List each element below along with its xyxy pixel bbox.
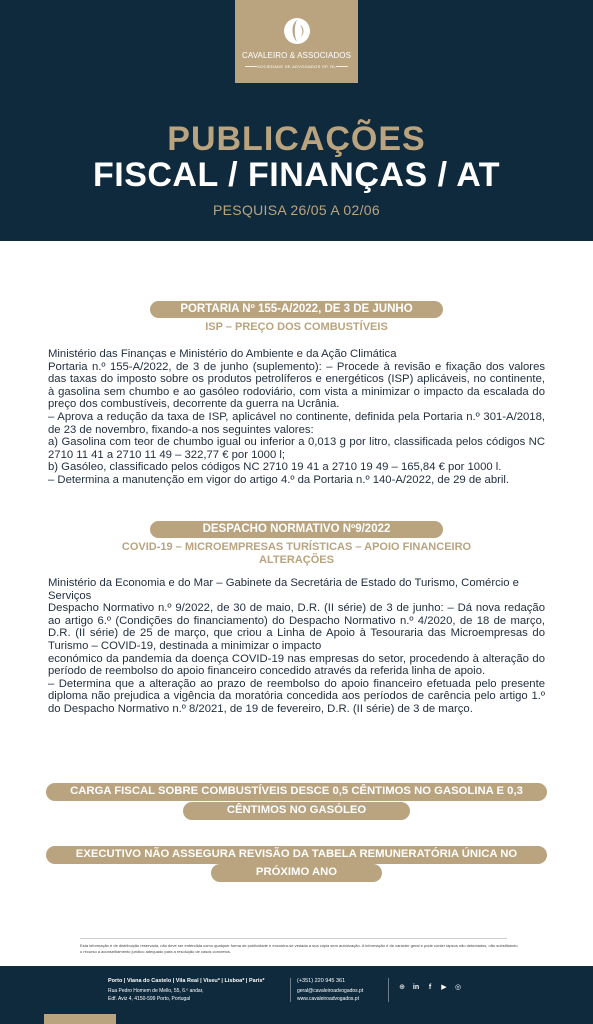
youtube-icon[interactable]: ▶ xyxy=(441,984,447,991)
paragraph: Portaria n.º 155-A/2022, de 3 de junho (suplemento): – Procede à revisão e fixação dos valores das taxas do imposto sobre os produtos petrolíferos e energéticos (ISP) aplicáveis, no continente, à gasolina sem chumbo e ao gasóleo rodoviário, com vista a minimizar o impacto da escalada do preço dos combustíveis, decorrente da guerra na Ucrânia. xyxy=(48,360,545,411)
linkedin-icon[interactable]: in xyxy=(412,984,420,991)
section-body xyxy=(48,577,545,716)
headline-link[interactable]: EXECUTIVO NÃO ASSEGURA REVISÃO DA TABELA REMUNERATÓRIA ÚNICA NO xyxy=(46,846,547,864)
logo[interactable] xyxy=(235,0,358,83)
footer-accent-bar xyxy=(44,1014,116,1024)
phone-number[interactable]: (+351) 220 945 361 xyxy=(297,978,346,984)
header-banner xyxy=(0,0,593,241)
paragraph: – Determina que a alteração ao prazo de reembolso do apoio financeiro efetuada pelo presente diploma não prejudica a vigência da moratória concedida aos períodos de carência pelo artigo 1.º do Despacho Normativo n.º 8/2021, de 19 de fevereiro, D.R. (II série) de 3 de março. xyxy=(48,677,545,715)
paragraph: – Aprova a redução da taxa de ISP, aplicável no continente, definida pela Portaria n.º 301-A/2018, de 23 de novembro, fixando-a nos seguintes valores: xyxy=(48,410,545,436)
divider xyxy=(80,938,507,939)
disclaimer: Esta informação é de distribuição reservada, não deve ser entendida como qualquer forma de publicidade e encontra-se vedada a sua cópia sem autorização. A informação é de carácter geral e pode conter lapsos não detectados, não substituindo o recurso a aconselhamento jurídico adequado para a resolução de casos concretos. xyxy=(80,943,518,954)
instagram-icon[interactable]: ◎ xyxy=(454,984,462,991)
paragraph: Ministério da Economia e do Mar – Gabinete da Secretária de Estado do Turismo, Comércio e Serviços xyxy=(48,577,519,602)
divider xyxy=(290,978,291,1002)
logo-name: CAVALEIRO & ASSOCIADOS xyxy=(241,51,352,60)
headline-link[interactable]: CARGA FISCAL SOBRE COMBUSTÍVEIS DESCE 0,5 CÊNTIMOS NO GASOLINA E 0,3 xyxy=(46,783,547,801)
email-link[interactable]: geral@cavaleiroadvogados.pt xyxy=(297,988,364,994)
divider xyxy=(336,66,348,67)
page-subtitle: FISCAL / FINANÇAS / AT xyxy=(92,156,501,194)
section-pill-portaria: PORTARIA Nº 155-A/2022, DE 3 DE JUNHO xyxy=(150,301,443,318)
section-subheading: COVID-19 – MICROEMPRESAS TURÍSTICAS – APOIO FINANCEIRO xyxy=(121,541,472,553)
paragraph: económico da pandemia da doença COVID-19 nas empresas do setor, procedendo à alteração do período de reembolso do apoio financeiro concedido através da referida linha de apoio. xyxy=(48,652,545,678)
divider xyxy=(388,978,389,1002)
search-period: PESQUISA 26/05 A 02/06 xyxy=(213,202,380,218)
section-subheading: ALTERAÇÕES xyxy=(259,554,334,566)
section-pill-despacho: DESPACHO NORMATIVO Nº9/2022 xyxy=(150,521,443,538)
address-line: Rua Pedro Homem de Mello, 55, 6.º andar, xyxy=(108,988,204,994)
website-link[interactable]: www.cavaleiroadvogados.pt xyxy=(297,996,359,1002)
globe-icon[interactable]: ⊕ xyxy=(399,984,405,991)
page-title: PUBLICAÇÕES xyxy=(167,120,426,158)
section-subheading: ISP – PREÇO DOS COMBUSTÍVEIS xyxy=(205,321,388,333)
paragraph: Ministério das Finanças e Ministério do Ambiente e da Ação Climática xyxy=(48,348,397,360)
office-cities: Porto | Viana do Castelo | Vila Real | Viseu* | Lisboa* | Paris* xyxy=(108,978,265,984)
paragraph: – Determina a manutenção em vigor do artigo 4.º da Portaria n.º 140-A/2022, de 29 de abril. xyxy=(48,473,510,486)
logo-tagline: SOCIEDADE DE ADVOGADOS SP, RL xyxy=(257,64,336,69)
headline-link[interactable]: PRÓXIMO ANO xyxy=(211,864,382,882)
paragraph: a) Gasolina com teor de chumbo igual ou inferior a 0,013 g por litro, classificada pelos códigos NC 2710 11 41 a 2710 11 49 – 322,77 € por 1000 l; xyxy=(48,436,545,461)
address-line: Edf. Aviz 4, 4150-599 Porto, Portugal xyxy=(108,996,191,1002)
paragraph: Despacho Normativo n.º 9/2022, de 30 de maio, D.R. (II série) de 3 de junho: – Dá nova redação ao artigo 6.º (Condições do financiamento) do Despacho Normativo n.º 4/2020, de 18 de março, D.R. (II série) de 25 de março, que criou a Linha de Apoio à Tesouraria das Microempresas do Turismo – COVID-19, destinada a minimizar o impacto xyxy=(48,602,545,652)
headline-link[interactable]: CÊNTIMOS NO GASÓLEO xyxy=(183,802,410,820)
section-body xyxy=(48,348,545,487)
facebook-icon[interactable]: f xyxy=(428,984,432,991)
logo-mark-icon xyxy=(282,16,312,46)
paragraph: b) Gasóleo, classificado pelos códigos NC 2710 19 41 a 2710 19 49 – 165,84 € por 1000 l. xyxy=(48,461,502,474)
social-links xyxy=(398,984,462,992)
